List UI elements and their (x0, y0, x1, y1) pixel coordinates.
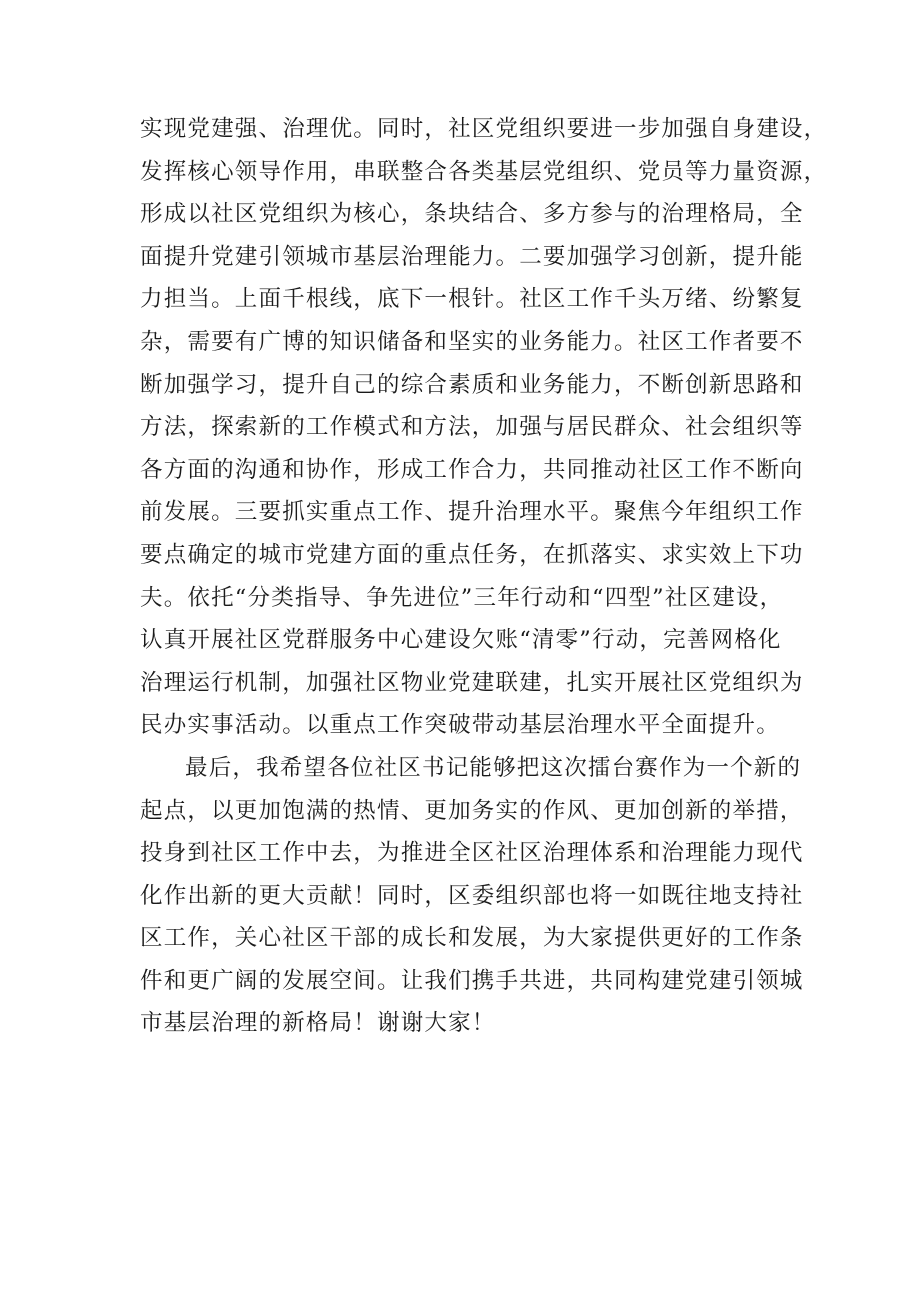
text-line: 前发展。三要抓实重点工作、提升治理水平。聚焦今年组织工作 (140, 499, 804, 526)
text-line: 投身到社区工作中去，为推进全区社区治理体系和治理能力现代 (140, 840, 804, 867)
text-line: 要点确定的城市党建方面的重点任务，在抓落实、求实效上下功 (140, 541, 804, 568)
text-line: 夫。依托“分类指导、争先进位”三年行动和“四型”社区建设， (140, 584, 784, 611)
text-line: 力担当。上面千根线，底下一根针。社区工作千头万绪、纷繁复 (140, 286, 804, 313)
text-line: 认真开展社区党群服务中心建设欠账“清零”行动，完善网格化 (140, 627, 782, 654)
body-text (140, 108, 828, 1045)
text-line: 件和更广阔的发展空间。让我们携手共进，共同构建党建引领城 (140, 967, 804, 994)
text-line: 民办实事活动。以重点工作突破带动基层治理水平全面提升。 (140, 712, 780, 739)
text-line: 面提升党建引领城市基层治理能力。二要加强学习创新，提升能 (140, 243, 804, 270)
text-line: 治理运行机制，加强社区物业党建联建，扎实开展社区党组织为 (140, 669, 804, 696)
text-line: 各方面的沟通和协作，形成工作合力，共同推动社区工作不断向 (140, 456, 804, 483)
text-line: 杂，需要有广博的知识储备和坚实的业务能力。社区工作者要不 (140, 328, 804, 355)
text-line: 发挥核心领导作用，串联整合各类基层党组织、党员等力量资源， (140, 158, 828, 185)
text-line: 实现党建强、治理优。同时，社区党组织要进一步加强自身建设， (140, 116, 828, 142)
text-line: 区工作，关心社区干部的成长和发展，为大家提供更好的工作条 (140, 925, 804, 952)
text-line: 起点，以更加饱满的热情、更加务实的作风、更加创新的举措， (140, 797, 804, 824)
text-line: 形成以社区党组织为核心，条块结合、多方参与的治理格局，全 (140, 201, 804, 228)
text-line: 市基层治理的新格局！谢谢大家！ (140, 1010, 496, 1037)
text-line: 断加强学习，提升自己的综合素质和业务能力，不断创新思路和 (140, 371, 804, 398)
text-line: 方法，探索新的工作模式和方法，加强与居民群众、社会组织等 (140, 414, 804, 441)
paragraph-start-line: 最后，我希望各位社区书记能够把这次擂台赛作为一个新的 (185, 754, 802, 781)
text-line: 化作出新的更大贡献！同时，区委组织部也将一如既往地支持社 (140, 882, 804, 909)
